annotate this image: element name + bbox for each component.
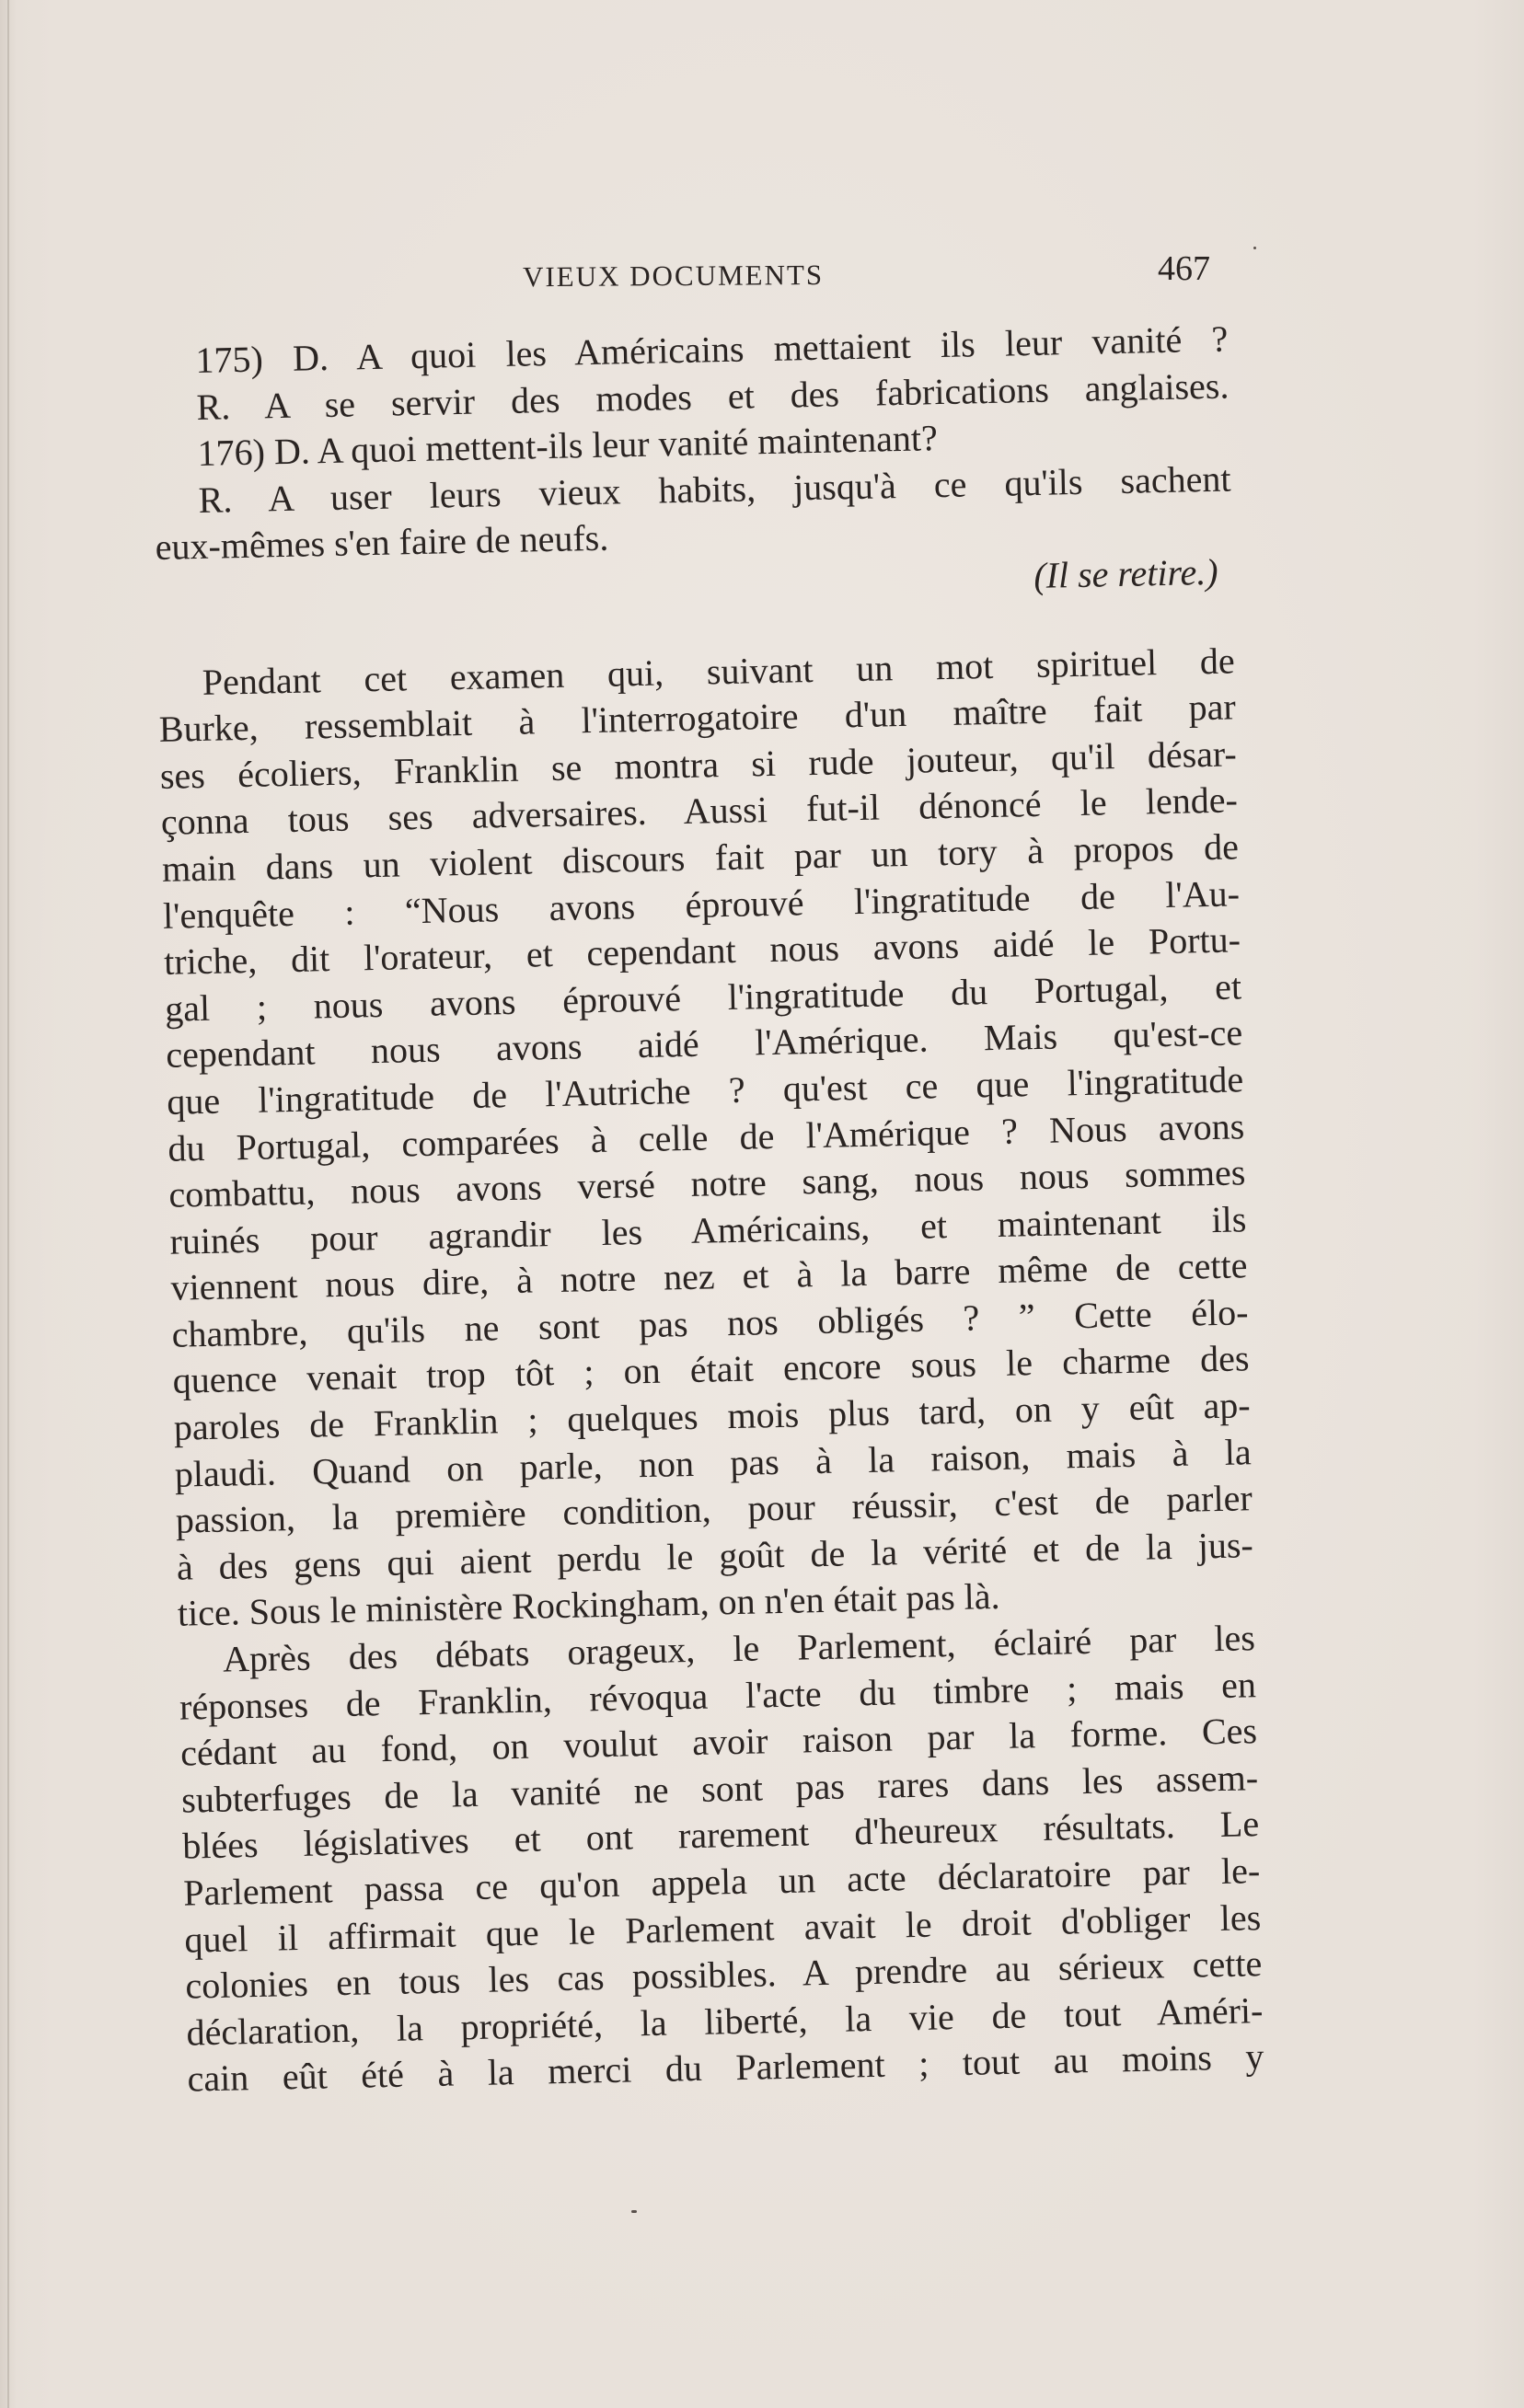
print-speck <box>1253 247 1256 249</box>
running-head: VIEUX DOCUMENTS <box>522 258 825 294</box>
text-line: tice. Sous le ministère Rockingham, on n'en était pas là. <box>177 1575 1000 1635</box>
text-line: eux-mêmes s'en faire de neufs. <box>155 517 609 569</box>
text-line: Parlement passa ce qu'on appela un acte déclaratoire par le- <box>182 1849 1261 1914</box>
text-line: blées législatives et ont rarement d'heureux résultats. Le <box>181 1803 1260 1868</box>
text-line: passion, la première condition, pour réussir, c'est de parler <box>175 1477 1253 1541</box>
text-line: ses écoliers, Franklin se montra si rude jouteur, qu'il désar- <box>159 732 1238 797</box>
stage-direction: (Il se retire.) <box>1033 550 1219 596</box>
text-line: 175) D. A quoi les Américains mettaient ils leur vanité ? <box>195 317 1229 381</box>
page-number: 467 <box>1158 249 1210 288</box>
text-line: gal ; nous avons éprouvé l'ingratitude du Portugal, et <box>164 965 1242 1030</box>
body-text <box>151 316 1264 2103</box>
text-line: Après des débats orageux, le Parlement, éclairé par les <box>222 1617 1256 1680</box>
paragraph-1 <box>157 638 1254 1638</box>
text-line: chambre, qu'ils ne sont pas nos obligés ? ” Cette élo- <box>171 1291 1249 1355</box>
text-line: quence venait trop tôt ; on était encore sous le charme des <box>172 1337 1250 1402</box>
text-line: triche, dit l'orateur, et cependant nous avons aidé le Portu- <box>163 918 1241 983</box>
text-line: R. A user leurs vieux habits, jusqu'à ce qu'ils sachent <box>198 457 1231 521</box>
paragraph-2 <box>179 1615 1264 2103</box>
text-line: 176) D. A quoi mettent-ils leur vanité maintenant? <box>197 417 939 475</box>
dialogue-block <box>151 316 1233 617</box>
text-line: cédant au fond, on voulut avoir raison par la forme. Ces <box>179 1710 1258 1774</box>
text-line: main dans un violent discours fait par un tory à propos de <box>161 825 1240 890</box>
text-line: colonies en tous les cas possibles. A prendre au sérieux cette <box>185 1942 1263 2007</box>
text-line: subterfuges de la vanité ne sont pas rares dans les assem- <box>180 1756 1259 1821</box>
text-line: du Portugal, comparées à celle de l'Amérique ? Nous avons <box>167 1104 1245 1169</box>
page-edge <box>7 0 9 2408</box>
text-line: plaudi. Quand on parle, non pas à la raison, mais à la <box>174 1430 1253 1495</box>
text-line: cependant nous avons aidé l'Amérique. Mais qu'est-ce <box>165 1011 1243 1077</box>
text-line: cain eût été à la merci du Parlement ; tout au moins y <box>187 2035 1264 2100</box>
text-line: Pendant cet examen qui, suivant un mot spirituel de <box>202 639 1236 703</box>
text-line: quel il affirmait que le Parlement avait le droit d'obliger les <box>183 1895 1262 1961</box>
text-line: R. A se servir des modes et des fabrications anglaises. <box>196 364 1230 428</box>
text-line: paroles de Franklin ; quelques mois plus tard, on y eût ap- <box>173 1384 1252 1448</box>
print-speck <box>631 2210 637 2213</box>
text-line: déclaration, la propriété, la liberté, la vie de tout Améri- <box>186 1988 1264 2054</box>
text-line: que l'ingratitude de l'Autriche ? qu'est ce que l'ingratitude <box>166 1058 1244 1123</box>
text-line: réponses de Franklin, révoqua l'acte du timbre ; mais en <box>179 1663 1257 1728</box>
text-line: combattu, nous avons versé notre sang, nous nous sommes <box>168 1151 1246 1216</box>
text-line: Burke, ressemblait à l'interrogatoire d'un maître fait par <box>158 686 1237 751</box>
text-line: l'enquête : “Nous avons éprouvé l'ingratitude de l'Au- <box>162 871 1241 937</box>
text-line: çonna tous ses adversaires. Aussi fut-il dénoncé le lende- <box>160 778 1239 844</box>
text-line: à des gens qui aient perdu le goût de la vérité et de la jus- <box>176 1524 1254 1588</box>
text-line: viennent nous dire, à notre nez et à la barre même de cette <box>170 1244 1248 1309</box>
text-line: ruinés pour agrandir les Américains, et maintenant ils <box>169 1197 1247 1262</box>
